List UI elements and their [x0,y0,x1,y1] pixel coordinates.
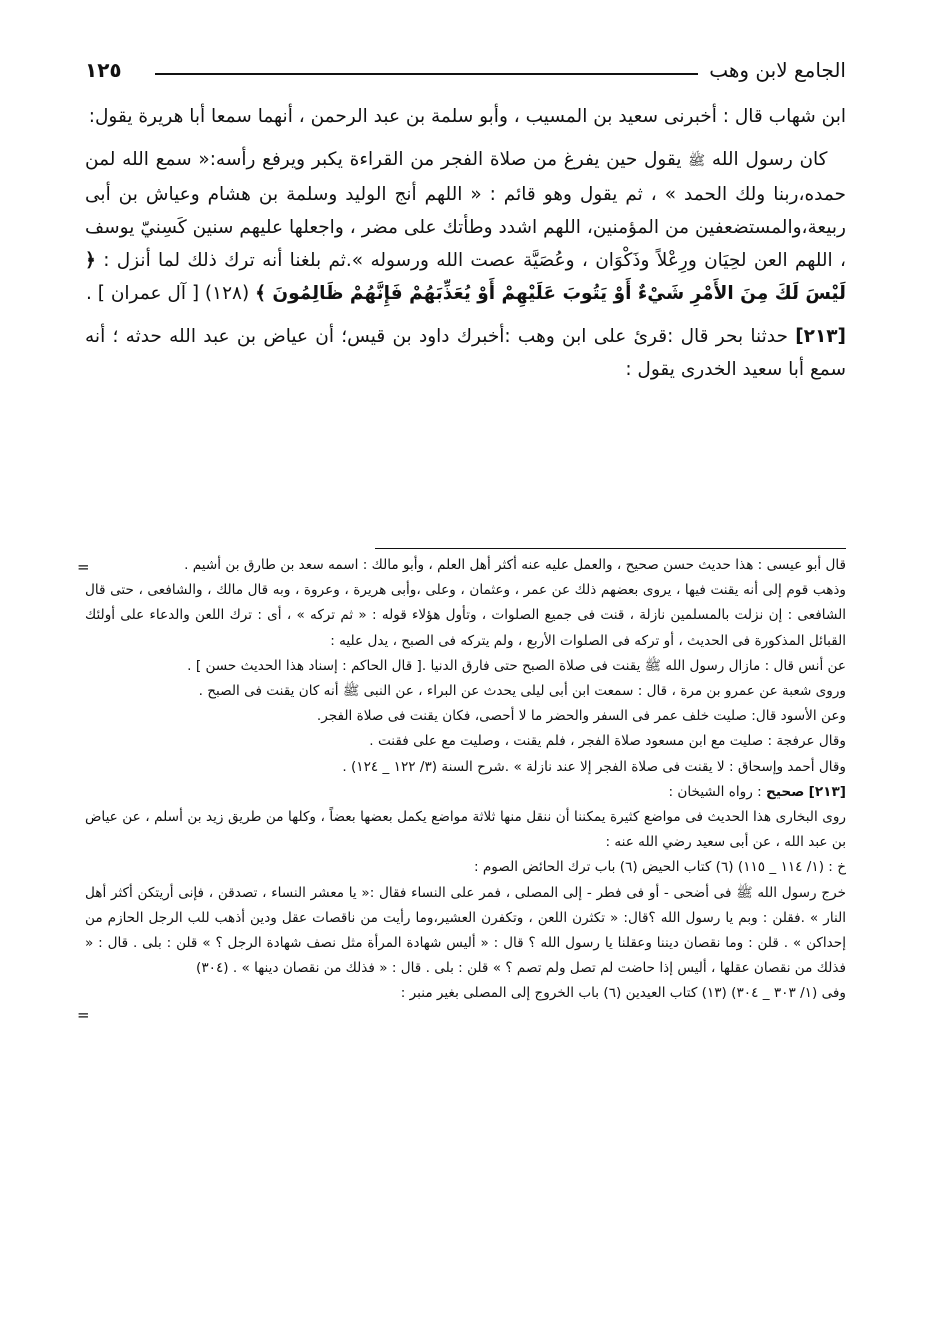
footnote-line: خرج رسول الله ﷺ فى أضحى - أو فى فطر - إلى المصلى ، فمر على النساء فقال :« يا معشر النساء ، تصدقن ، فإنى أريتكن أكثر أهل النار » .فقلن : وبم يا رسول الله ؟قال: « تكثرن اللعن ، وتكفرن العشير،وما رأيت من ناقصات عقل ودين أذهب للب الرجل الحازم من إحداكن » . قلن : وما نقصان ديننا وعقلنا يا رسول الله ؟ قال : « أليس شهادة المرأة مثل نصف شهادة الرجل ؟ » قلن : بلى . قال : « فذلك من نقصان عقلها ، أليس إذا حاضت لم تصل ولم تصم ؟ » قلن : بلى . قال : « فذلك من نقصان دينها » . (٣٠٤) [85,884,846,977]
footnote-line: عن أنس قال : مازال رسول الله ﷺ يقنت فى صلاة الصبح حتى فارق الدنيا .[ قال الحاكم : إسناد هذا الحديث حسن ] . [187,657,846,674]
footnote-line: وقال أحمد وإسحاق : لا يقنت فى صلاة الفجر إلا عند نازلة » .شرح السنة (٣/ ١٢٢ _ ١٢٤) . [342,758,846,775]
main-text [85,100,846,386]
paragraph-hadith [85,143,846,310]
footnotes [77,553,846,1025]
paragraph-isnad: ابن شهاب قال : أخبرنى سعيد بن المسيب ، وأبو سلمة بن عبد الرحمن ، أنهما سمعا أبا هريرة يقول: [88,106,846,127]
running-title: الجامع لابن وهب [709,58,846,82]
takhrij-grade: صحيح [766,783,805,800]
paragraph-hadith-213 [85,320,846,386]
footnote-line: روى البخارى هذا الحديث فى مواضع كثيرة يمكننا أن ننقل منها ثلاثة مواضع يكمل بعضها بعضاً ، وكلها من طريق زيد بن أسلم ، عن عياض بن عبد الله ، عن أبى سعيد رضي الله عنه : [85,809,846,851]
salutation-glyph: ﷺ [688,153,706,169]
footnote-rule [375,548,846,549]
footnote-end-mark: = [77,1006,90,1025]
footnote-line: خ : (١/ ١١٤ _ ١١٥) (٦) كتاب الحيض (٦) باب ترك الحائض الصوم : [473,859,846,876]
footnote-line: وعن الأسود قال: صليت خلف عمر فى السفر والحضر ما لا أحصى، فكان يقنت فى صلاة الفجر. [316,708,846,725]
footnote-line: وقال عرفجة : صليت مع ابن مسعود صلاة الفجر ، فلم يقنت ، وصليت مع على فقنت . [369,733,846,750]
header-rule [155,73,698,75]
hadith-213-text: حدثنا بحر قال :قرئ على ابن وهب :أخبرك داود بن قيس؛ أن عياض بن عبد الله حدثه ؛ أنه سمع أبا سعيد الخدرى يقول : [85,326,846,380]
footnote-line: قال أبو عيسى : هذا حديث حسن صحيح ، والعمل عليه عنه أكثر أهل العلم ، وأبو مالك : اسمه سعد بن طارق بن أشيم . [184,557,846,573]
page-number: ١٢٥ [85,58,122,82]
footnote-takhrij-head [85,780,846,805]
footnote-line: وروى شعبة عن عمرو بن مرة ، قال : سمعت ابن أبى ليلى يحدث عن البراء ، عن النبى ﷺ أنه كان يقنت فى الصبح . [198,683,846,700]
footnote-line: وذهب قوم إلى أنه يقنت فيها ، يروى بعضهم ذلك عن عمر ، وعثمان ، وعلى ،وأبى هريرة ، وعروة ، وبه قال مالك ، والشافعى ، حتى قال الشافعى : إن نزلت بالمسلمين نازلة ، قنت فى جميع الصلوات ، وتأول هؤلاء قوله : « ثم تركه » ، أى : ترك اللعن والدعاء على أولئك القبائل المذكورة فى الحديث ، أو تركه فى الصلوات الأربع ، ولم يتركه فى الصبح ، يدل عليه : [85,582,846,649]
footnote-line: وفى (١/ ٣٠٣ _ ٣٠٤) (١٣) كتاب العيدين (٦) باب الخروج إلى المصلى بغير منبر : [400,985,846,1002]
hadith-intro: كان رسول الله [711,149,828,170]
page-header [85,58,846,92]
hadith-number: [٢١٣] [795,326,846,347]
book-page [77,0,847,1336]
verse-reference: (١٢٨) [ آل عمران ] . [85,283,250,304]
takhrij-source: : رواه الشيخان : [668,783,762,800]
takhrij-number: [٢١٣] [808,783,846,800]
quran-verse: ﴿ لَيْسَ لَكَ مِنَ الأَمْرِ شَيْءٌ أَوْ يَتُوبَ عَلَيْهِمْ أَوْ يُعَذِّبَهُمْ فَإِنَّهُمْ ظَالِمُونَ ﴾ [85,250,846,304]
hadith-body: يقول حين يفرغ من صلاة الفجر من القراءة يكبر ويرفع رأسه:« سمع الله لمن حمده،ربنا ولك الحمد » ، ثم يقول وهو قائم : « اللهم أنج الوليد وسلمة بن هشام وعياش بن أبى ربيعة،والمستضعفين من المؤمنين، اللهم اشدد وطأتك على مضر ، واجعلها عليهم سنين كَسِنيّ يوسف ، اللهم العن لحِيَان ورِعْلاً وذَكْوَان ، وعُصَيَّة عصت الله ورسوله ».ثم بلغنا أنه ترك ذلك لما أنزل : [85,149,847,271]
footnote-continuation-mark: = [77,558,90,576]
